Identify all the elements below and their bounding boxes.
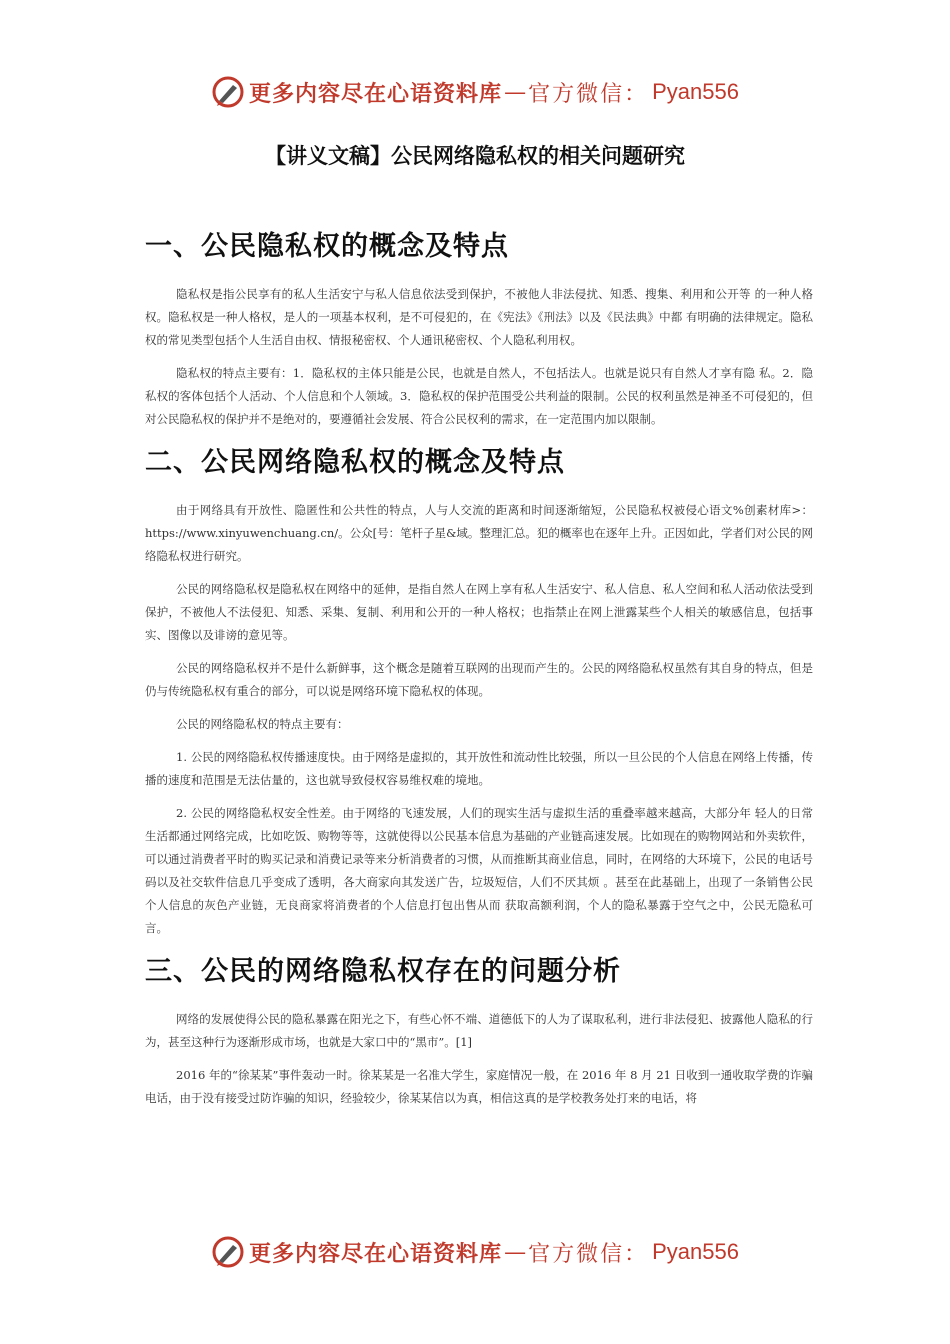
footer-banner <box>0 1232 950 1272</box>
paragraph: 2016 年的“徐某某”事件轰动一时。徐某某是一名准大学生，家庭情况一般，在 2016 年 8 月 21 日收到一通收取学费的诈骗电话，由于没有接受过防诈骗的知识，经验较少，徐某某信以为真，相信这真的是学校教务处打来的电话，将 <box>145 1068 813 1105</box>
paragraph: 隐私权是指公民享有的私人生活安宁与私人信息依法受到保护，不被他人非法侵扰、知悉、搜集、利用和公开等 的一种人格权。隐私权是一种人格权，是人的一项基本权利，是不可侵犯的，在《宪法》《刑法》以及《民法典》中都 有明确的法律规定。隐私权的常见类型包括个人生活自由权、情报秘密权、个人通讯秘密权、个人隐私利用权。 <box>145 287 813 347</box>
banner-wechat-id: Pyan556 <box>652 1239 739 1264</box>
banner-official: 官方微信： <box>528 1241 649 1267</box>
paragraph: 网络的发展使得公民的隐私暴露在阳光之下，有些心怀不端、道德低下的人为了谋取私利，进行非法侵犯、披露他人隐私的行为，甚至这种行为逐渐形成市场，也就是大家口中的“黑市”。[1] <box>145 1012 813 1049</box>
document-title: 【讲义文稿】公民网络隐私权的相关问题研究 <box>265 144 685 168</box>
paragraph: 公民的网络隐私权并不是什么新鲜事，这个概念是随着互联网的出现而产生的。公民的网络隐私权虽然有其自身的特点，但是仍与传统隐私权有重合的部分，可以说是网络环境下隐私权的体现。 <box>145 661 813 698</box>
pen-logo-icon <box>211 1235 245 1269</box>
section-3 <box>145 950 813 1110</box>
section-1 <box>145 225 813 431</box>
section-heading: 三、公民的网络隐私权存在的问题分析 <box>145 956 621 987</box>
banner-wechat-id: Pyan556 <box>652 79 739 104</box>
paragraph: 公民的网络隐私权是隐私权在网络中的延伸，是指自然人在网上享有私人生活安宁、私人信息、私人空间和私人活动依法受到保护，不被他人不法侵犯、知悉、采集、复制、利用和公开的一种人格权；也指禁止在网上泄露某些个人相关的敏感信息，包括事实、图像以及诽谤的意见等。 <box>145 582 813 642</box>
pen-logo-icon <box>211 75 245 109</box>
banner-separator: — <box>504 1239 527 1265</box>
document-body <box>145 225 813 1120</box>
header-banner <box>0 72 950 112</box>
banner-separator: — <box>504 79 527 105</box>
paragraph: 隐私权的特点主要有：1．隐私权的主体只能是公民，也就是自然人，不包括法人。也就是说只有自然人才享有隐 私。2．隐私权的客体包括个人活动、个人信息和个人领域。3．隐私权的保护范围受公共利益的限制。公民的权利虽然是神圣不可侵犯的，但对公民隐私权的保护并不是绝对的，要遵循社会发展、符合公民权利的需求，在一定范围内加以限制。 <box>145 366 813 426</box>
section-heading: 二、公民网络隐私权的概念及特点 <box>145 447 565 478</box>
list-item: 1. 公民的网络隐私权传播速度快。由于网络是虚拟的，其开放性和流动性比较强，所以一旦公民的个人信息在网络上传播，传播的速度和范围是无法估量的，这也就导致侵权容易维权难的境地。 <box>145 750 813 787</box>
banner-text: 更多内容尽在心语资料库 <box>249 80 503 107</box>
list-item: 2. 公民的网络隐私权安全性差。由于网络的飞速发展，人们的现实生活与虚拟生活的重叠率越来越高，大部分年 轻人的日常生活都通过网络完成，比如吃饭、购物等等，这就使得以公民基本信息为基础的产业链高速发展。比如现在的购物网站和外卖软件，可以通过消费者平时的购买记录和消费记录等来分析消费者的习惯，从而推断其商业信息，同时，在网络的大环境下，公民的电话号码以及社交软件信息几乎变成了透明，各大商家向其发送广告，垃圾短信，人们不厌其烦 。甚至在此基础上，出现了一条销售公民个人信息的灰色产业链，无良商家将消费者的个人信息打包出售从而 获取高额利润，个人的隐私暴露于空气之中，公民无隐私可言。 <box>145 806 813 935</box>
paragraph: 由于网络具有开放性、隐匿性和公共性的特点，人与人交流的距离和时间逐渐缩短，公民隐私权被侵心语文%创素材库>：https://www.xinyuwenchuang.cn/。公众[号：笔杆子星&域。整理汇总。犯的概率也在逐年上升。正因如此，学者们对公民的网络隐私权进行研究。 <box>145 503 813 563</box>
paragraph: 公民的网络隐私权的特点主要有： <box>176 717 349 731</box>
section-2 <box>145 441 813 940</box>
section-heading: 一、公民隐私权的概念及特点 <box>145 231 509 262</box>
banner-text: 更多内容尽在心语资料库 <box>249 1240 503 1267</box>
banner-official: 官方微信： <box>528 81 649 107</box>
